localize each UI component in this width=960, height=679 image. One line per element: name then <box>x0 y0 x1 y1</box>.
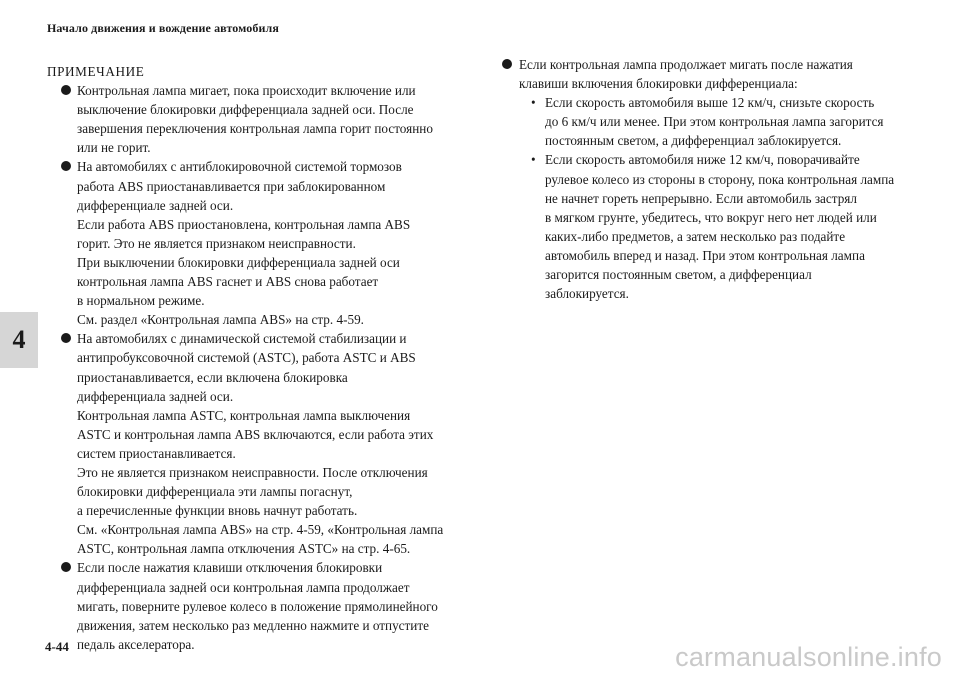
note-bullet-item <box>47 558 467 653</box>
bullet-dot-icon <box>502 59 512 69</box>
text-line: не начнет гореть непрерывно. Если автомобиль застрял <box>545 190 857 206</box>
text-line: Это не является признаком неисправности. После отключения <box>77 464 428 480</box>
text-line: дифференциале задней оси. <box>77 197 234 213</box>
text-line: блокировки дифференциала эти лампы погаснут, <box>77 484 353 500</box>
text-line: или не горит. <box>77 140 151 156</box>
bullet-dot-icon <box>61 333 71 343</box>
note-title: ПРИМЕЧАНИЕ <box>47 64 145 79</box>
page-number: 4-44 <box>45 639 69 654</box>
note-bullet-item <box>47 81 467 157</box>
note-sub-item <box>519 93 920 150</box>
text-line: Контрольная лампа мигает, пока происходит включение или <box>77 83 416 99</box>
text-line: выключение блокировки дифференциала задней оси. После <box>77 102 414 118</box>
chapter-tab <box>0 312 38 368</box>
text-line: педаль акселератора. <box>77 636 195 652</box>
text-line: в мягком грунте, убедитесь, что вокруг него нет людей или <box>545 209 877 225</box>
text-line: См. «Контрольная лампа ABS» на стр. 4-59, «Контрольная лампа <box>77 522 444 538</box>
text-line: дифференциала задней оси. <box>77 388 234 404</box>
text-line: каких-либо предметов, а затем несколько раз подайте <box>545 228 846 244</box>
text-line: ASTC, контрольная лампа отключения ASTC» на стр. 4-65. <box>77 541 411 557</box>
text-line: систем приостанавливается. <box>77 445 236 461</box>
text-line: См. раздел «Контрольная лампа ABS» на стр. 4-59. <box>77 312 364 328</box>
text-line: На автомобилях с динамической системой стабилизации и <box>77 331 407 347</box>
text-line: ASTC и контрольная лампа ABS включаются, если работа этих <box>77 426 434 442</box>
text-line: При выключении блокировки дифференциала задней оси <box>77 254 400 270</box>
text-line: работа ABS приостанавливается при заблокированном <box>77 178 386 194</box>
text-line: контрольная лампа ABS гаснет и ABS снова работает <box>77 274 379 290</box>
text-line: горит. Это не является признаком неисправности. <box>77 235 356 251</box>
sub-bullet-mark: • <box>531 95 536 111</box>
text-line: заблокируется. <box>545 286 629 302</box>
text-line: Если работа ABS приостановлена, контрольная лампа ABS <box>77 216 411 232</box>
text-line: завершения переключения контрольная лампа горит постоянно <box>77 121 433 137</box>
bullet-dot-icon <box>61 85 71 95</box>
text-line: а перечисленные функции вновь начнут работать. <box>77 503 358 519</box>
sub-bullet-mark: • <box>531 152 536 168</box>
text-line: до 6 км/ч или менее. При этом контрольная лампа загорится <box>545 114 884 130</box>
note-sub-items <box>519 93 920 303</box>
text-line: в нормальном режиме. <box>77 293 205 309</box>
text-line: автомобиль вперед и назад. При этом контрольная лампа <box>545 247 865 263</box>
note-bullet-item <box>500 55 920 303</box>
text-line: загорится постоянным светом, а дифференциал <box>545 267 812 283</box>
bullet-dot-icon <box>61 161 71 171</box>
text-line: постоянным светом, а дифференциал заблокируется. <box>545 133 842 149</box>
text-line: Если скорость автомобиля ниже 12 км/ч, поворачивайте <box>545 152 860 168</box>
text-line: клавиши включения блокировки дифференциала: <box>519 76 798 92</box>
note-right-column <box>500 55 920 303</box>
header-title: Начало движения и вождение автомобиля <box>47 21 279 35</box>
text-line: Если после нажатия клавиши отключения блокировки <box>77 560 383 576</box>
note-left-column <box>47 62 467 654</box>
text-line: движения, затем несколько раз медленно нажмите и отпустите <box>77 617 429 633</box>
bullet-dot-icon <box>61 562 71 572</box>
watermark: carmanualsonline.info <box>675 642 942 672</box>
note-items <box>47 81 467 654</box>
text-line: Если скорость автомобиля выше 12 км/ч, снизьте скорость <box>545 95 875 111</box>
text-line: Если контрольная лампа продолжает мигать после нажатия <box>519 57 853 72</box>
text-line: На автомобилях с антиблокировочной системой тормозов <box>77 159 402 175</box>
note-bullet-item <box>47 329 467 558</box>
chapter-number: 4 <box>12 325 26 354</box>
text-line: дифференциала задней оси контрольная лампа продолжает <box>77 579 410 595</box>
text-line: Контрольная лампа ASTC, контрольная лампа выключения <box>77 407 411 423</box>
note-bullet-item <box>47 157 467 329</box>
text-line: рулевое колесо из стороны в сторону, пока контрольная лампа <box>545 171 895 187</box>
text-line: антипробуксовочной системой (ASTC), работа ASTC и ABS <box>77 350 416 366</box>
text-line: мигать, поверните рулевое колесо в положение прямолинейного <box>77 598 438 614</box>
text-line: приостанавливается, если включена блокировка <box>77 369 348 385</box>
note-intro-text <box>519 55 920 93</box>
note-sub-item <box>519 150 920 303</box>
